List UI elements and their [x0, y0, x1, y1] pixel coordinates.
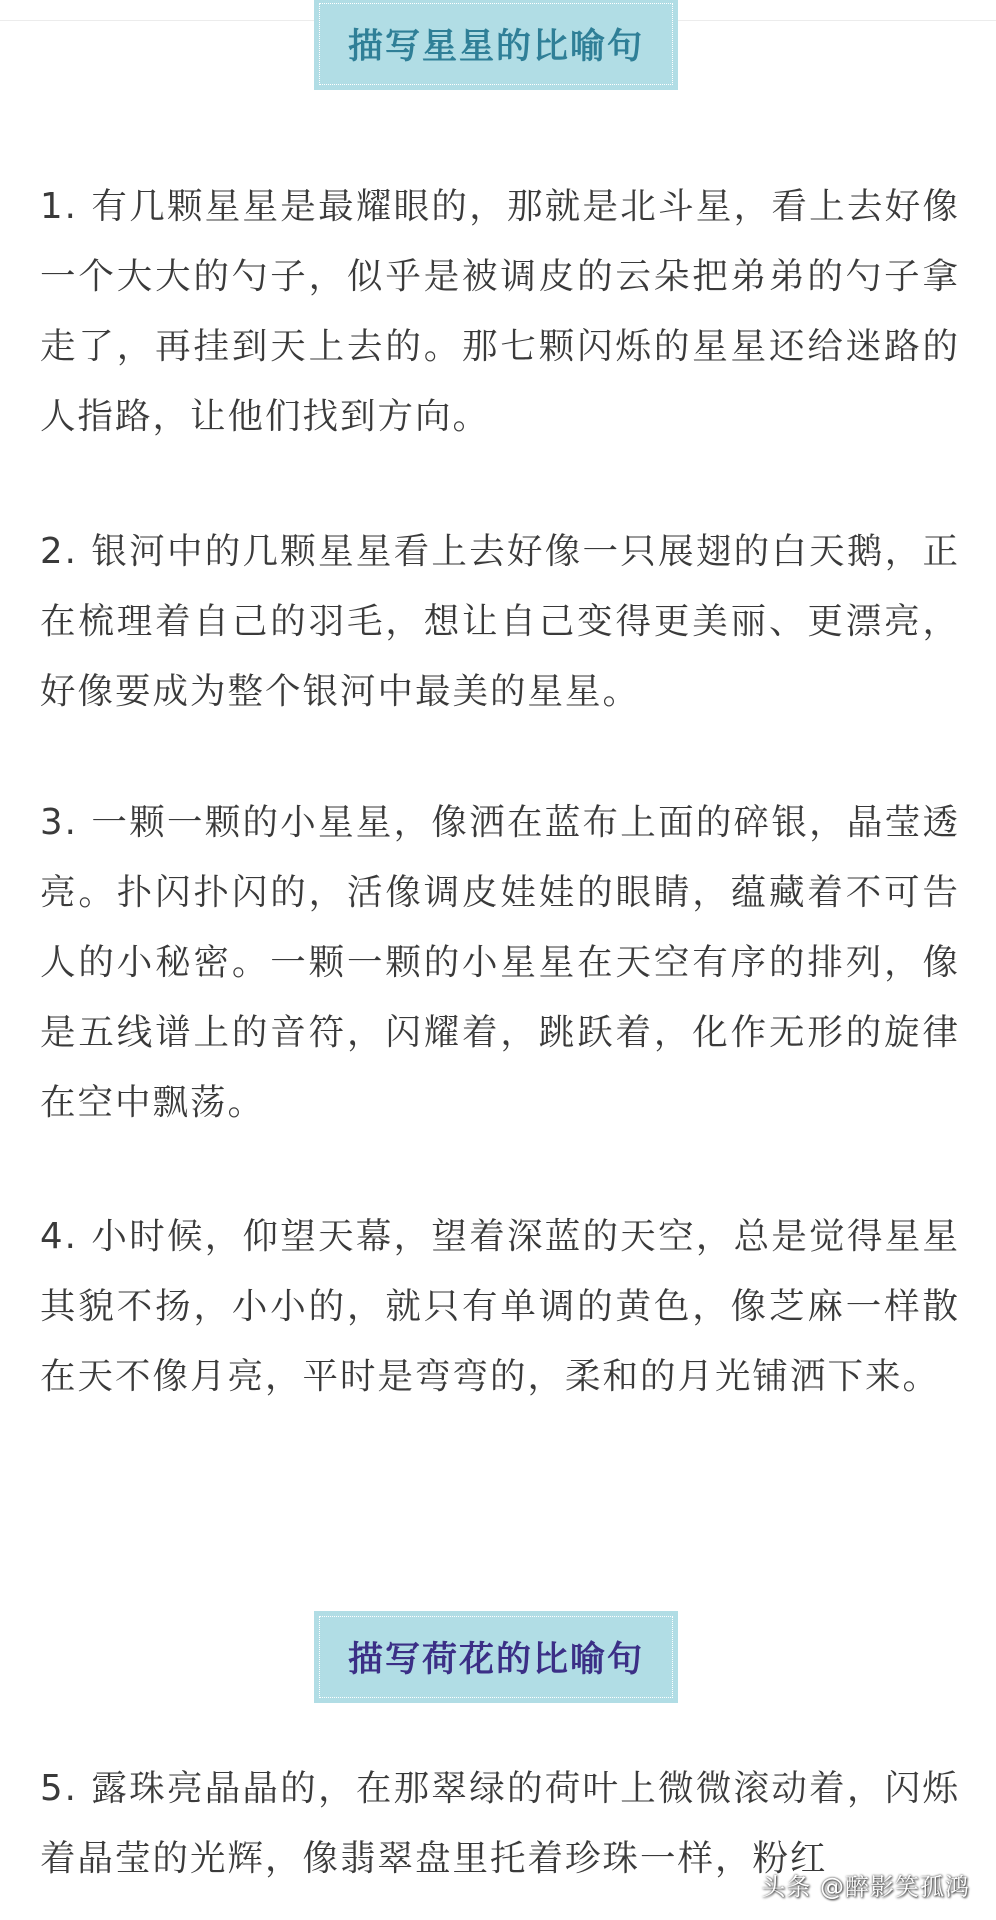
- section-title-frame: [319, 1616, 673, 1698]
- section-title-stars: [314, 0, 678, 90]
- section-title-text: 描写荷花的比喻句: [347, 1640, 644, 1680]
- paragraph-3: 3. 一颗一颗的小星星，像洒在蓝布上面的碎银，晶莹透亮。扑闪扑闪的，活像调皮娃娃的眼睛，蕴藏着不可告人的小秘密。一颗一颗的小星星在天空有序的排列，像是五线谱上的音符，闪耀着，跳跃着，化作无形的旋律在空中飘荡。: [40, 802, 960, 1123]
- paragraph-4: 4. 小时候，仰望天幕，望着深蓝的天空，总是觉得星星其貌不扬，小小的，就只有单调的黄色，像芝麻一样散在天不像月亮，平时是弯弯的，柔和的月光铺洒下来。: [40, 1216, 960, 1397]
- paragraph-2: 2. 银河中的几颗星星看上去好像一只展翅的白天鹅，正在梳理着自己的羽毛，想让自己变得更美丽、更漂亮，好像要成为整个银河中最美的星星。: [40, 531, 960, 712]
- watermark: 头条 @醉影笑孤鸿: [761, 1873, 970, 1901]
- paragraph-5: 5. 露珠亮晶晶的，在那翠绿的荷叶上微微滚动着，闪烁着晶莹的光辉，像翡翠盘里托着珍珠一样，粉红: [40, 1768, 960, 1879]
- paragraph-1: 1. 有几颗星星是最耀眼的，那就是北斗星，看上去好像一个大大的勺子，似乎是被调皮的云朵把弟弟的勺子拿走了，再挂到天上去的。那七颗闪烁的星星还给迷路的人指路，让他们找到方向。: [40, 186, 960, 437]
- section-title-text: 描写星星的比喻句: [347, 27, 644, 67]
- section-title-lotus: [314, 1611, 678, 1703]
- section-title-frame: [319, 3, 673, 85]
